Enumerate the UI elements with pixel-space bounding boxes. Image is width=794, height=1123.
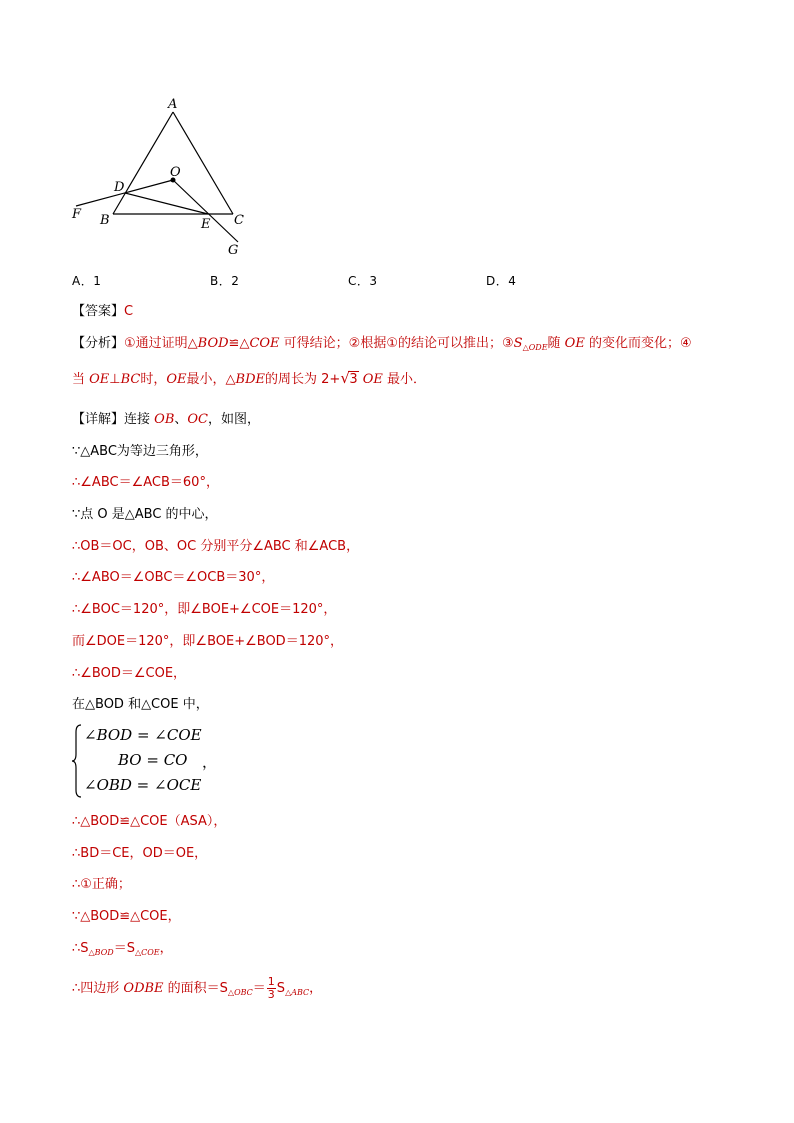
text: 连接 [124, 412, 155, 427]
detail-intro [72, 411, 260, 429]
segment-ac [173, 112, 233, 214]
text: 、 [174, 412, 188, 427]
detail-line: 在△BOD 和△COE 中， [72, 697, 209, 712]
analysis-tag: 【分析】 [72, 336, 125, 351]
detail-line: ∴OB＝OC，OB、OC 分别平分∠ABC 和∠ACB， [72, 539, 360, 554]
label-b: B [100, 213, 110, 228]
choice-value: 3 [369, 274, 378, 288]
text: 最小． [382, 372, 427, 387]
answer-value: C [124, 304, 134, 319]
answer-tag: 【答案】 [72, 304, 125, 319]
text: ⊥ [109, 372, 121, 387]
brace-icon [72, 724, 82, 798]
text: 3 [267, 988, 275, 1001]
text: 的周长为 2+ [265, 372, 341, 387]
area-line-1 [72, 940, 173, 962]
text: S [276, 981, 286, 996]
text: S [513, 336, 523, 351]
text: COE [249, 336, 280, 351]
detail-line: ∵△ABC为等边三角形， [72, 444, 208, 459]
choice-letter: A． [72, 274, 94, 288]
text: OE [166, 372, 187, 387]
choice-value: 4 [508, 274, 517, 288]
equation-comma: ， [202, 753, 218, 771]
text: BDE [235, 372, 266, 387]
analysis-line-1 [72, 335, 692, 357]
text: 最小，△ [186, 372, 236, 387]
detail-line: ∴BD＝CE，OD＝OE， [72, 846, 208, 861]
area-line-2 [72, 976, 322, 1002]
segment-de [125, 193, 208, 214]
detail-line: ∴∠ABC＝∠ACB＝60°， [72, 475, 219, 490]
text: ＝S [113, 941, 135, 956]
text: △ODE [522, 343, 548, 352]
label-a: A [168, 97, 178, 112]
text: ∴四边形 [72, 981, 124, 996]
segment-ab [113, 112, 173, 214]
text: ， [309, 981, 323, 996]
equation-1: ∠BOD = ∠COE [84, 726, 202, 744]
equation-2: BO = CO [118, 751, 188, 769]
choice-letter: C． [348, 274, 370, 288]
text: △OBC [227, 988, 253, 997]
text: ODBE [123, 981, 164, 996]
text: 当 [72, 372, 90, 387]
label-d: D [114, 180, 125, 195]
text: △ABC [285, 988, 310, 997]
text: OE [89, 372, 110, 387]
detail-line: ∴①正确； [72, 877, 131, 892]
choice-letter: B． [210, 274, 232, 288]
text: ①通过证明△ [124, 336, 198, 351]
text: OE [564, 336, 585, 351]
text: ∴S [72, 941, 89, 956]
detail-line: ∴∠BOC＝120°，即∠BOE+∠COE＝120°， [72, 602, 337, 617]
label-o: O [170, 165, 181, 180]
label-e: E [201, 217, 211, 232]
choice-letter: D． [486, 274, 509, 288]
sqrt-symbol: √ 3 [340, 369, 358, 387]
text: 随 [547, 336, 565, 351]
detail-tag: 【详解】 [72, 412, 125, 427]
choice-b [210, 272, 239, 289]
text: △BOD [88, 948, 114, 957]
label-c: C [234, 213, 244, 228]
detail-line: ∴∠BOD＝∠COE， [72, 666, 187, 681]
choice-a [72, 272, 101, 289]
equation-system [72, 724, 272, 798]
text: BC [120, 372, 141, 387]
text: 3 [349, 372, 358, 387]
choice-value: 2 [231, 274, 240, 288]
line-og [173, 180, 238, 242]
answer-line [72, 303, 133, 321]
detail-line: ∵△BOD≌△COE， [72, 909, 181, 924]
text: 的变化而变化；④ [584, 336, 692, 351]
label-f: F [72, 207, 82, 222]
text: 可得结论；②根据①的结论可以推出；③ [279, 336, 514, 351]
text: △COE [134, 948, 160, 957]
text: 的面积＝S [163, 981, 228, 996]
text: OB [154, 412, 175, 427]
text: OE [362, 372, 383, 387]
text: ＝ [252, 981, 266, 996]
detail-line: ∴△BOD≌△COE（ASA）， [72, 814, 227, 829]
line-fo [76, 180, 173, 206]
detail-line: ∵点 O 是△ABC 的中心， [72, 507, 218, 522]
text: ≌△ [228, 336, 250, 351]
detail-line: 而∠DOE＝120°，即∠BOE+∠BOD＝120°， [72, 634, 344, 649]
label-g: G [228, 243, 239, 258]
text: ， [159, 941, 173, 956]
text: ，如图， [208, 412, 261, 427]
analysis-line-2 [72, 371, 426, 389]
text: OC [187, 412, 208, 427]
choice-c [348, 272, 378, 289]
triangle-diagram [60, 92, 260, 262]
choice-value: 1 [93, 274, 102, 288]
fraction [267, 976, 276, 1001]
text: BOD [197, 336, 229, 351]
detail-line: ∴∠ABO＝∠OBC＝∠OCB＝30°， [72, 570, 275, 585]
equation-3: ∠OBD = ∠OCE [84, 776, 202, 794]
choice-d [486, 272, 516, 289]
text: 1 [267, 975, 275, 988]
triangle-figure [60, 92, 260, 262]
text: 时， [140, 372, 167, 387]
